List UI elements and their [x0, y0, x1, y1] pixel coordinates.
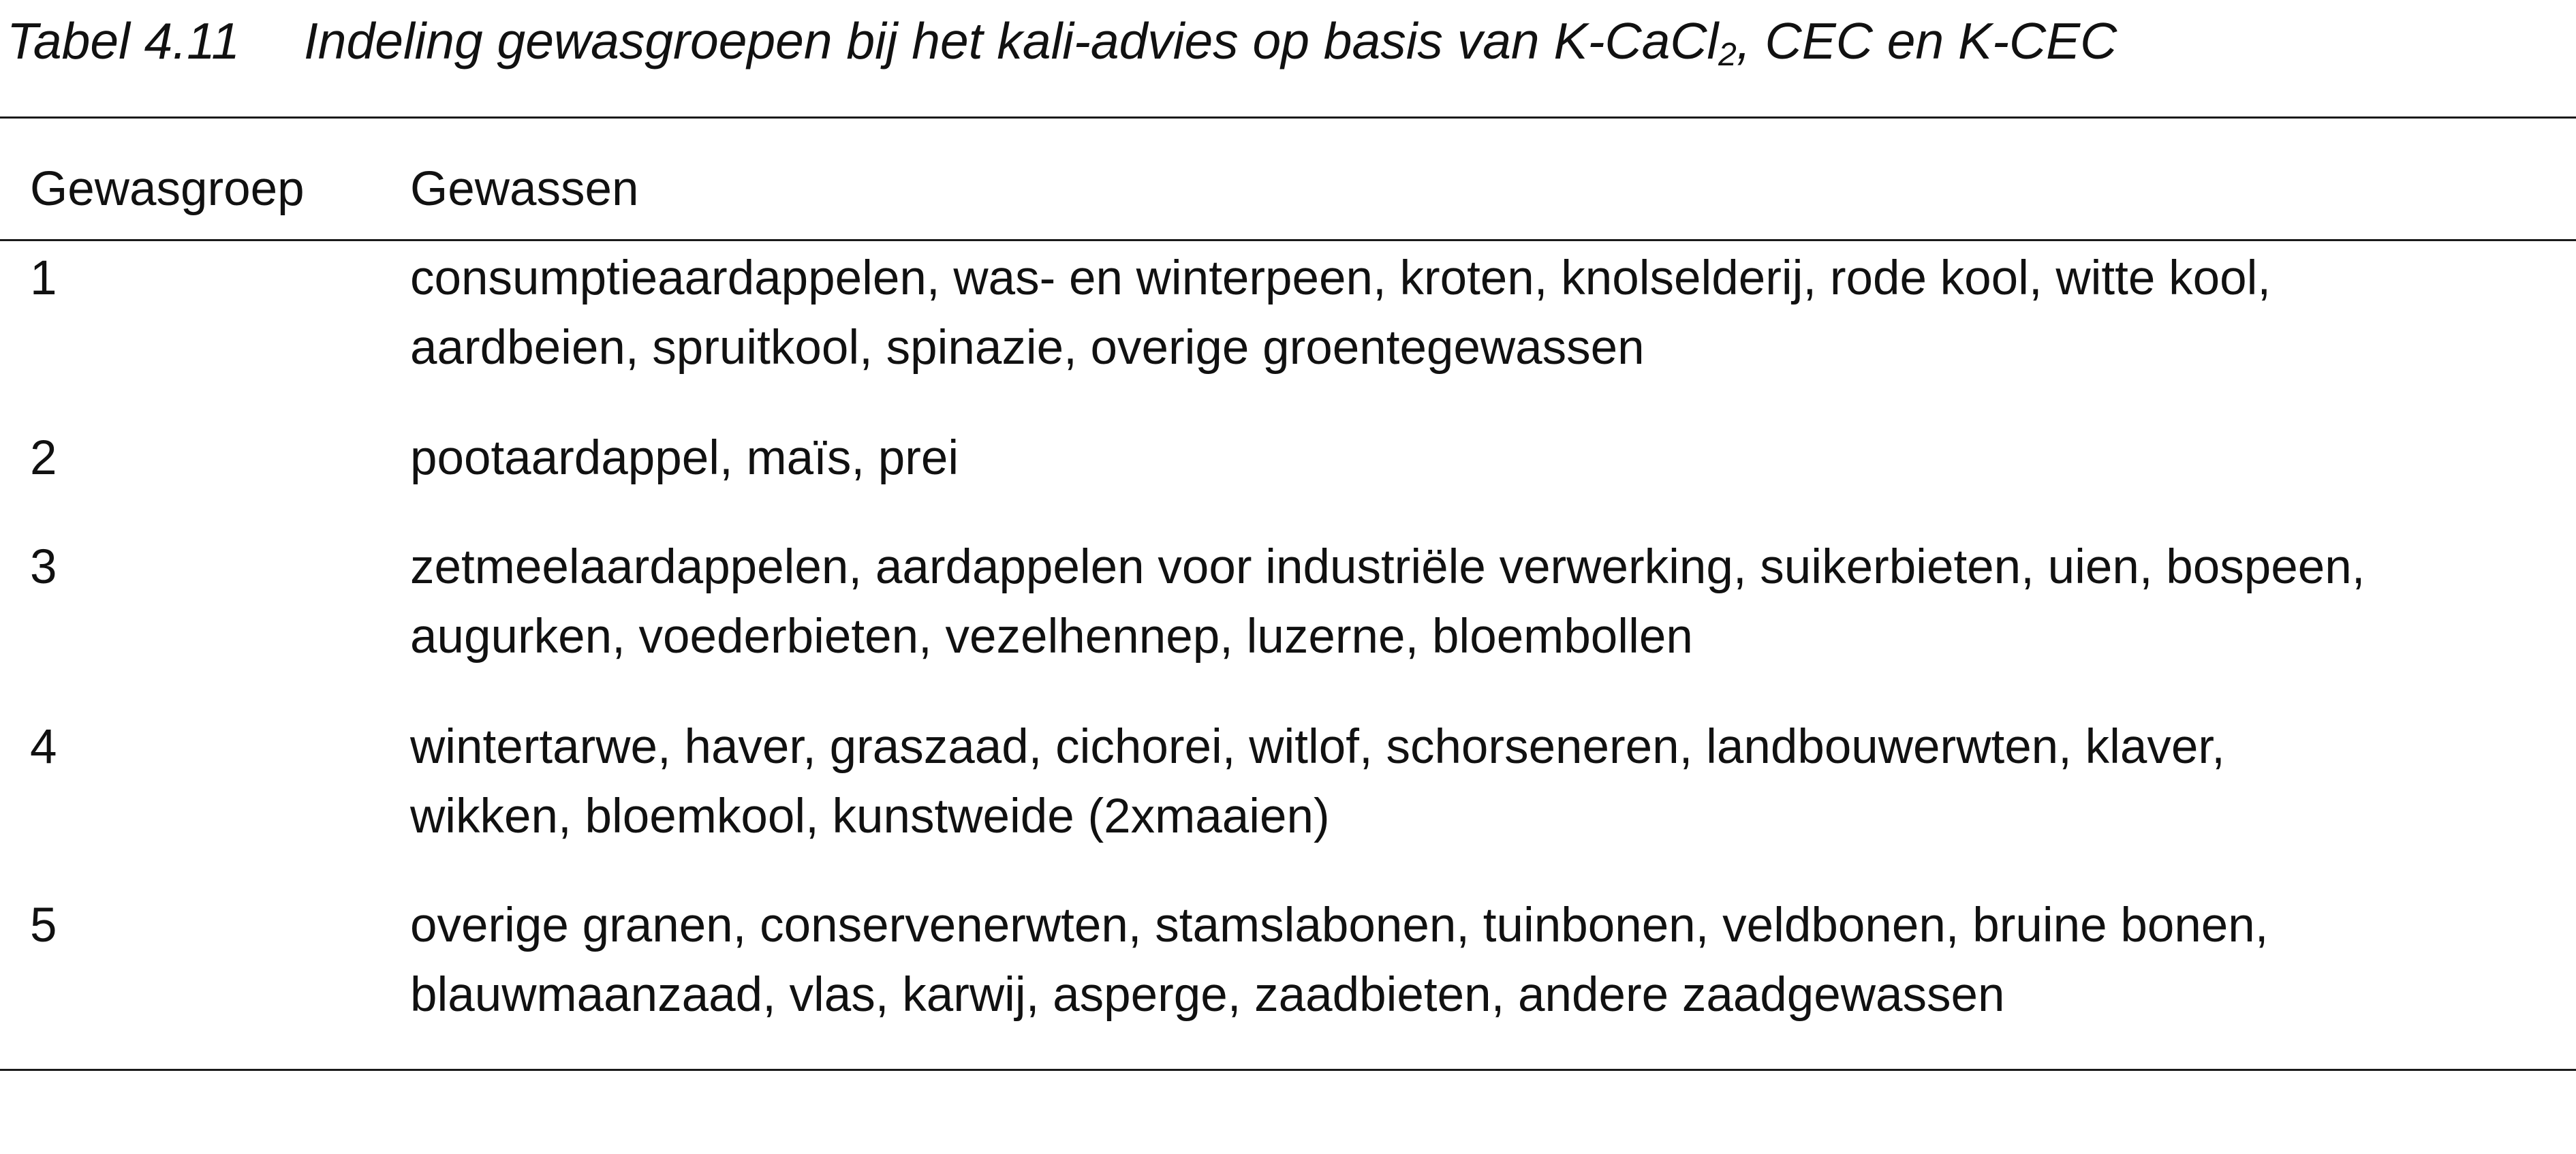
header-gewassen: Gewassen — [410, 162, 639, 216]
table-title-main: Indeling gewasgroepen bij het kali-advies op basis van K-CaCl — [303, 12, 1719, 69]
row-crops — [410, 713, 2556, 852]
row-crops — [410, 891, 2556, 1030]
row-crops-line: wikken, bloemkool, kunstweide (2xmaaien) — [410, 790, 1330, 843]
row-crops — [410, 244, 2556, 383]
row-group-number: 1 — [30, 251, 57, 305]
table-bottom-rule — [0, 1069, 2576, 1071]
row-crops-line: augurken, voederbieten, vezelhennep, luzerne, bloembollen — [410, 610, 1693, 664]
row-group-number: 5 — [30, 899, 57, 952]
table-title-subscript: 2 — [1718, 37, 1737, 73]
row-crops-line: zetmeelaardappelen, aardappelen voor industriële verwerking, suikerbieten, uien, bospeen, — [410, 540, 2365, 594]
table-title-end: , CEC en K-CEC — [1736, 12, 2117, 69]
table-title — [303, 12, 2117, 73]
header-gewasgroep: Gewasgroep — [30, 162, 305, 216]
row-group-number: 2 — [30, 431, 57, 485]
row-crops — [410, 533, 2556, 672]
row-crops-line: blauwmaanzaad, vlas, karwij, asperge, zaadbieten, andere zaadgewassen — [410, 968, 2005, 1022]
table-number: Tabel 4.11 — [7, 12, 240, 69]
row-crops-line: overige granen, conservenerwten, stamslabonen, tuinbonen, veldbonen, bruine bonen, — [410, 899, 2269, 952]
row-crops-line: wintertarwe, haver, graszaad, cichorei, witlof, schorseneren, landbouwerwten, klaver, — [410, 720, 2225, 774]
row-crops — [410, 424, 2556, 493]
table-header-row — [0, 154, 2576, 225]
row-crops-line: pootaardappel, maïs, prei — [410, 431, 959, 485]
row-crops-line: consumptieaardappelen, was- en winterpeen, kroten, knolselderij, rode kool, witte kool, — [410, 251, 2271, 305]
row-group-number: 3 — [30, 540, 57, 594]
row-crops-line: aardbeien, spruitkool, spinazie, overige groentegewassen — [410, 321, 1645, 375]
table-caption — [7, 5, 2117, 84]
row-group-number: 4 — [30, 720, 57, 774]
table-header-rule — [0, 239, 2576, 241]
table-top-rule — [0, 116, 2576, 119]
